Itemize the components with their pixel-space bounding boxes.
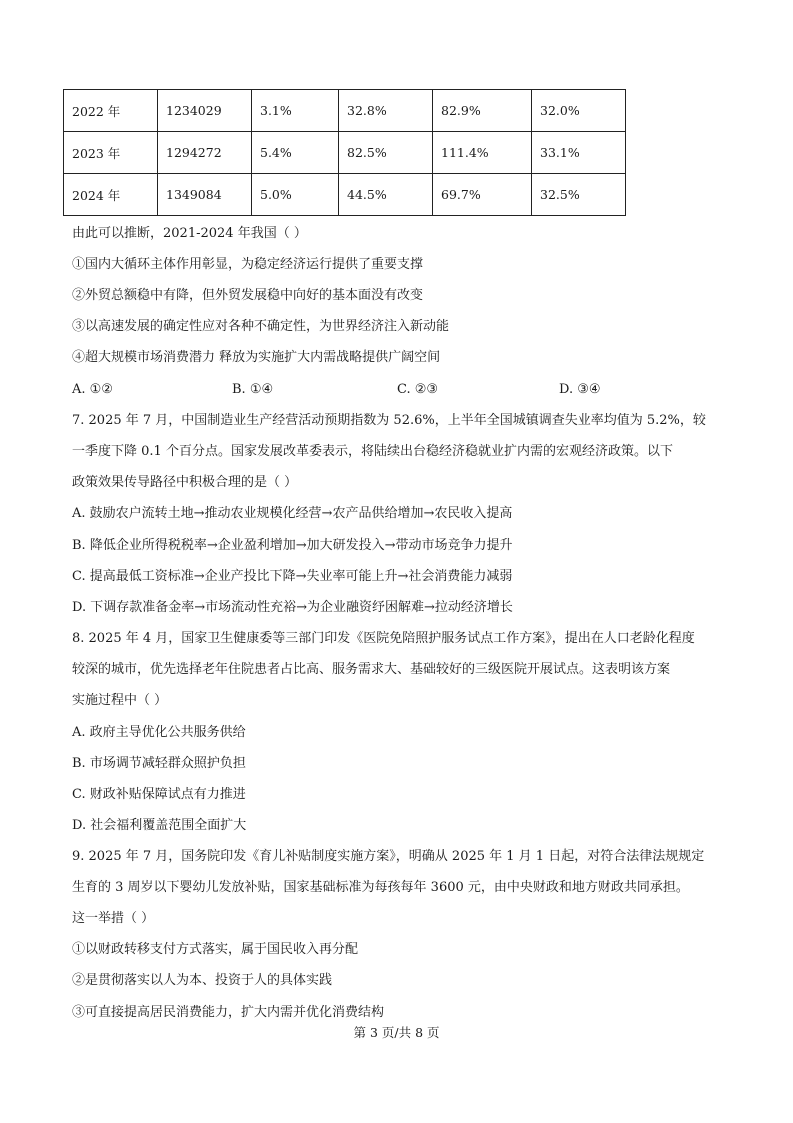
q8-option-b[interactable]: B. 市场调节减轻群众照护负担 (72, 756, 246, 771)
q8-option-c[interactable]: C. 财政补贴保障试点有力推进 (72, 787, 246, 802)
table-cell: 2024 年 (64, 174, 158, 216)
table-cell: 111.4% (433, 132, 532, 174)
table-cell: 1234029 (158, 90, 252, 132)
q9-stem-line-2: 生育的 3 周岁以下婴幼儿发放补贴，国家基础标准为每孩每年 3600 元，由中央财政和地方财政共同承担。 (72, 880, 689, 895)
q7-option-d[interactable]: D. 下调存款准备金率→市场流动性充裕→为企业融资纾困解难→拉动经济增长 (72, 600, 513, 615)
table-cell: 5.0% (252, 174, 339, 216)
table-row (64, 132, 626, 174)
table-cell: 3.1% (252, 90, 339, 132)
q6-option-b[interactable]: B. ①④ (232, 382, 274, 397)
q6-item-2: ②外贸总额稳中有降，但外贸发展稳中向好的基本面没有改变 (72, 288, 424, 303)
table-cell: 33.1% (532, 132, 626, 174)
q8-stem-line-1: 8. 2025 年 4 月，国家卫生健康委等三部门印发《医院免陪照护服务试点工作方案》，提出在人口老龄化程度 (72, 631, 695, 646)
page-number-footer: 第 3 页/共 8 页 (353, 1025, 440, 1040)
q7-option-c[interactable]: C. 提高最低工资标准→企业产投比下降→失业率可能上升→社会消费能力减弱 (72, 569, 513, 584)
table-cell: 82.5% (339, 132, 433, 174)
q6-option-a[interactable]: A. ①② (72, 382, 113, 397)
table-cell: 69.7% (433, 174, 532, 216)
q9-stem-line-1: 9. 2025 年 7 月，国务院印发《育儿补贴制度实施方案》，明确从 2025 年 1 月 1 日起，对符合法律法规规定 (72, 849, 705, 864)
q6-option-d[interactable]: D. ③④ (559, 382, 601, 397)
table-cell: 1349084 (158, 174, 252, 216)
q7-option-a[interactable]: A. 鼓励农户流转土地→推动农业规模化经营→农产品供给增加→农民收入提高 (72, 506, 513, 521)
q9-item-2: ②是贯彻落实以人为本、投资于人的具体实践 (72, 973, 333, 988)
q6-option-c[interactable]: C. ②③ (397, 382, 439, 397)
q6-stem: 由此可以推断，2021-2024 年我国（ ） (72, 226, 307, 241)
table-cell: 2023 年 (64, 132, 158, 174)
table-row (64, 174, 626, 216)
q8-stem-line-3: 实施过程中（ ） (72, 693, 168, 708)
data-table (63, 89, 626, 216)
table-cell: 1294272 (158, 132, 252, 174)
q7-stem-line-3: 政策效果传导路径中积极合理的是（ ） (72, 475, 298, 490)
table-cell: 44.5% (339, 174, 433, 216)
q9-stem-line-3: 这一举措（ ） (72, 911, 155, 926)
q7-stem-line-2: 一季度下降 0.1 个百分点。国家发展改革委表示，将陆续出台稳经济稳就业扩内需的宏观经济政策。以下 (72, 444, 673, 459)
q6-options (72, 382, 612, 398)
table-cell: 32.8% (339, 90, 433, 132)
q6-item-4: ④超大规模市场消费潜力 释放为实施扩大内需战略提供广阔空间 (72, 350, 441, 365)
q7-option-b[interactable]: B. 降低企业所得税税率→企业盈利增加→加大研发投入→带动市场竞争力提升 (72, 538, 513, 553)
table-cell: 32.0% (532, 90, 626, 132)
table-cell: 2022 年 (64, 90, 158, 132)
q7-stem-line-1: 7. 2025 年 7 月，中国制造业生产经营活动预期指数为 52.6%，上半年全国城镇调查失业率均值为 5.2%，较 (72, 413, 706, 428)
q6-item-1: ①国内大循环主体作用彰显，为稳定经济运行提供了重要支撑 (72, 257, 424, 272)
q6-item-3: ③以高速发展的确定性应对各种不确定性，为世界经济注入新动能 (72, 319, 450, 334)
q9-item-3: ③可直接提高居民消费能力，扩大内需并优化消费结构 (72, 1005, 385, 1020)
table-cell: 32.5% (532, 174, 626, 216)
table-row (64, 90, 626, 132)
q8-option-a[interactable]: A. 政府主导优化公共服务供给 (72, 725, 246, 740)
table-cell: 5.4% (252, 132, 339, 174)
q9-item-1: ①以财政转移支付方式落实，属于国民收入再分配 (72, 942, 359, 957)
q8-option-d[interactable]: D. 社会福利覆盖范围全面扩大 (72, 818, 247, 833)
table-cell: 82.9% (433, 90, 532, 132)
q8-stem-line-2: 较深的城市，优先选择老年住院患者占比高、服务需求大、基础较好的三级医院开展试点。这表明该方案 (72, 662, 671, 677)
